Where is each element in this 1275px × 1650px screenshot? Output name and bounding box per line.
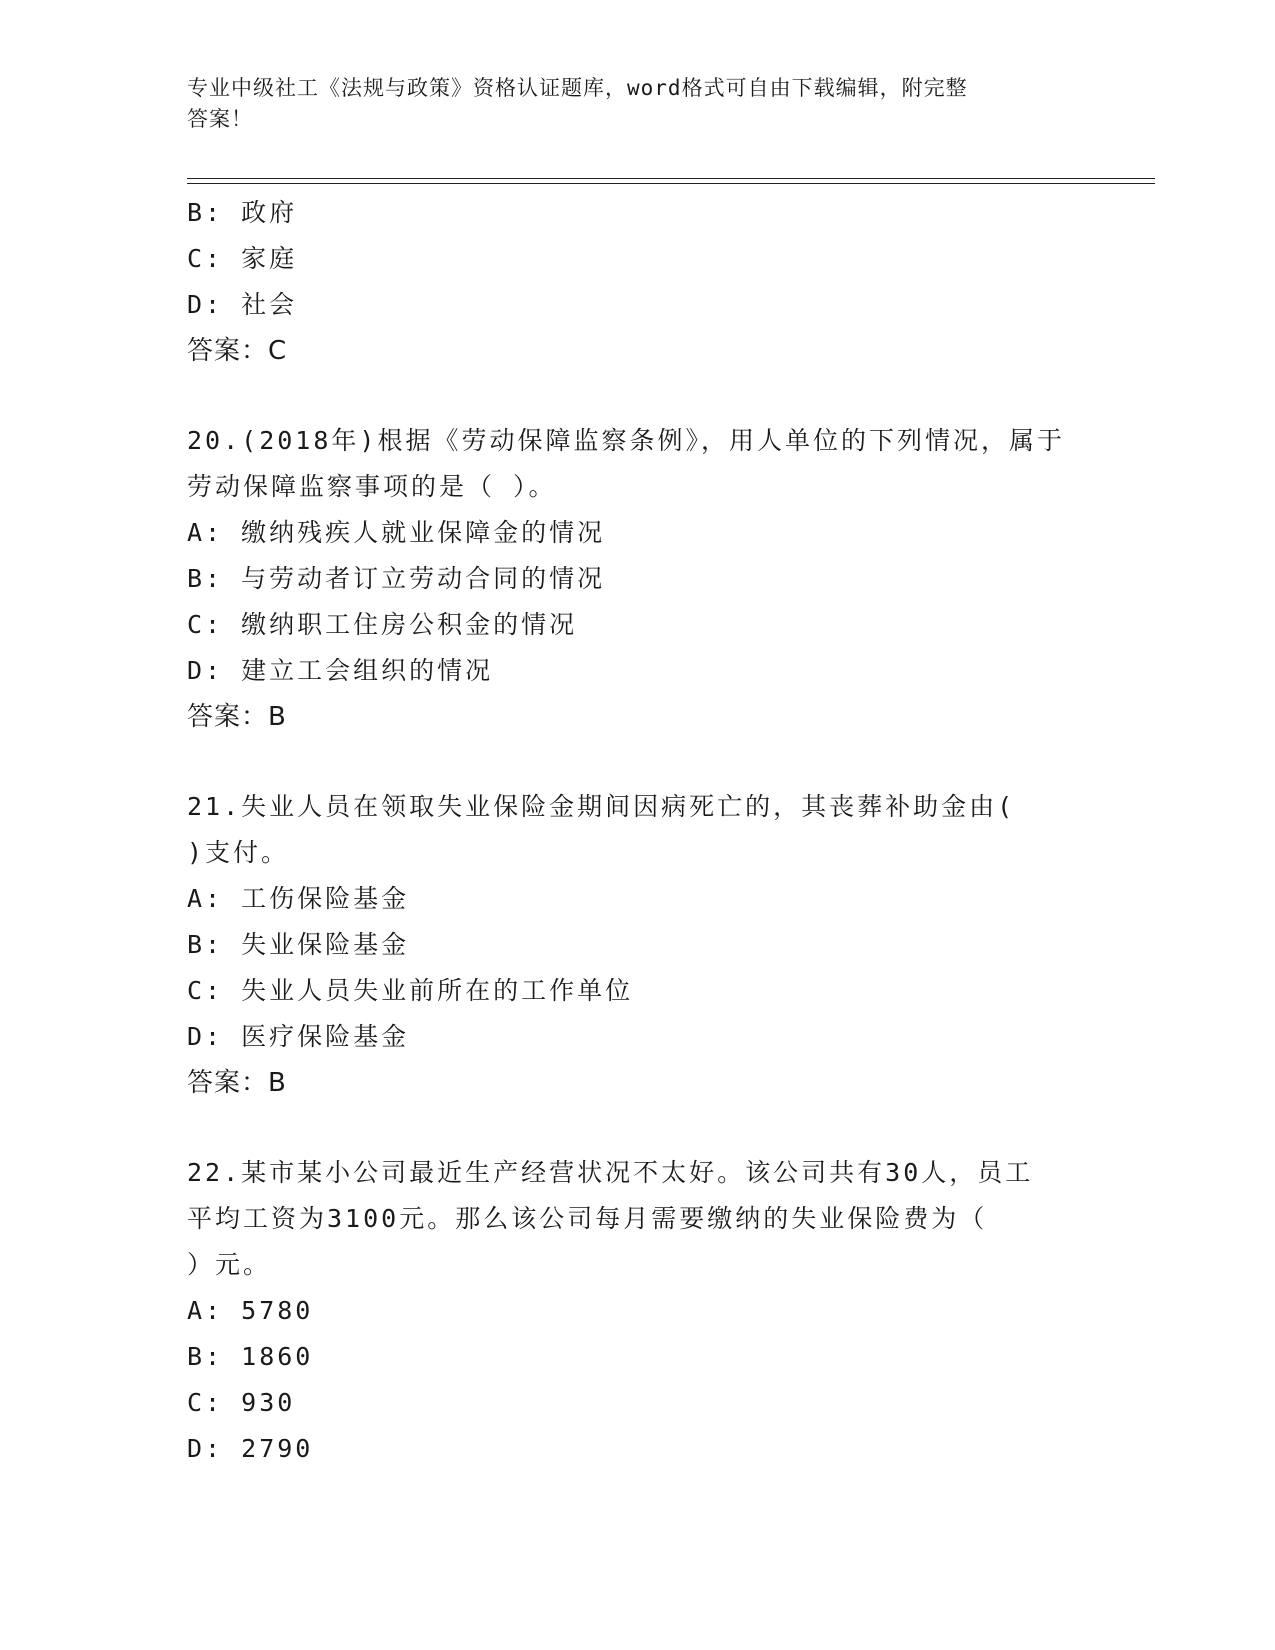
answer: 答案：B (187, 1068, 287, 1098)
option-d: D: 2790 (187, 1434, 314, 1463)
header-rule-bottom (187, 183, 1155, 184)
option-c: C: 家庭 (187, 244, 298, 273)
option-d: D: 建立工会组织的情况 (187, 656, 494, 685)
option-c: C: 失业人员失业前所在的工作单位 (187, 976, 634, 1005)
question-text-line: ）元。 (187, 1250, 272, 1279)
option-b: B: 政府 (187, 198, 298, 227)
header-line-1: 专业中级社工《法规与政策》资格认证题库，word格式可自由下载编辑，附完整 (187, 76, 968, 100)
option-a: A: 工伤保险基金 (187, 884, 410, 913)
answer: 答案：B (187, 702, 287, 732)
header-line-2: 答案！ (187, 107, 253, 131)
question-20 (187, 418, 1087, 740)
question-22 (187, 1150, 1087, 1472)
question-text-line: 20.(2018年)根据《劳动保障监察条例》，用人单位的下列情况，属于 (187, 426, 1065, 455)
option-b: B: 失业保险基金 (187, 930, 410, 959)
option-a: A: 5780 (187, 1296, 314, 1325)
question-list (187, 190, 1087, 1472)
option-b: B: 与劳动者订立劳动合同的情况 (187, 564, 606, 593)
question-text-line: 劳动保障监察事项的是（ ）。 (187, 472, 557, 501)
option-c: C: 缴纳职工住房公积金的情况 (187, 610, 578, 639)
option-d: D: 医疗保险基金 (187, 1022, 410, 1051)
question-text-line: 22.某市某小公司最近生产经营状况不太好。该公司共有30人，员工 (187, 1158, 1034, 1187)
document-header (187, 73, 1057, 135)
question-text-line: 21.失业人员在领取失业保险金期间因病死亡的，其丧葬补助金由( (187, 792, 1016, 821)
header-rule-top (187, 178, 1155, 179)
answer: 答案：C (187, 336, 288, 366)
option-d: D: 社会 (187, 290, 298, 319)
option-b: B: 1860 (187, 1342, 314, 1371)
question-text-line: 平均工资为3100元。那么该公司每月需要缴纳的失业保险费为（ (187, 1204, 988, 1233)
question-21 (187, 784, 1087, 1106)
question-19 (187, 190, 1087, 374)
option-c: C: 930 (187, 1388, 296, 1417)
option-a: A: 缴纳残疾人就业保障金的情况 (187, 518, 606, 547)
question-text-line: )支付。 (187, 838, 290, 867)
